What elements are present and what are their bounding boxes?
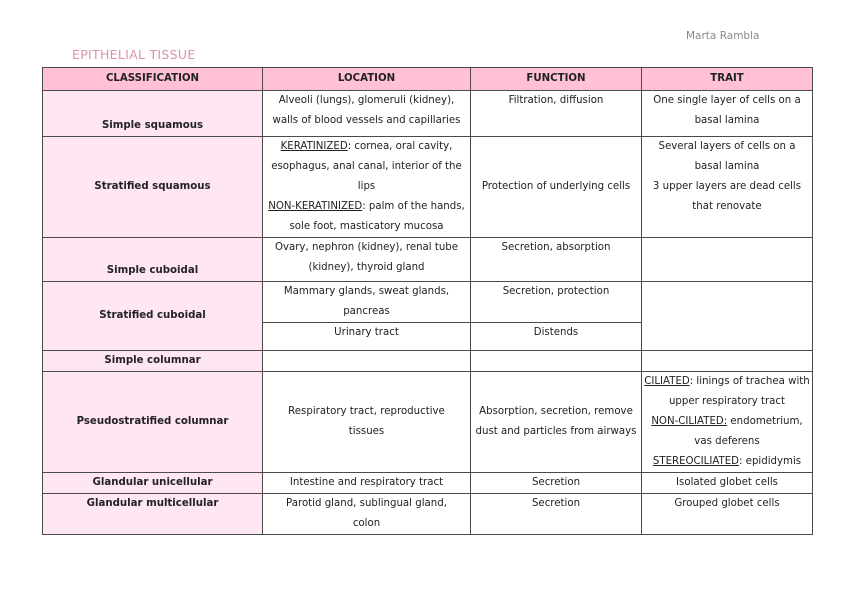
row-function: Absorption, secretion, remove dust and particles from airways	[471, 372, 642, 473]
row-function: Secretion, absorption	[471, 238, 642, 282]
row-location: Mammary glands, sweat glands, pancreas	[263, 282, 471, 323]
row-function: Secretion, protection	[471, 282, 642, 323]
trait-line: 3 upper layers are dead cells that renovate	[652, 181, 802, 212]
trait-line: Several layers of cells on a basal lamina	[658, 141, 796, 172]
non-ciliated-text: endometrium, vas deferens	[694, 416, 803, 447]
header-location: LOCATION	[263, 68, 471, 91]
row-location	[263, 137, 471, 238]
row-location: Alveoli (lungs), glomeruli (kidney), walls of blood vessels and capillaries	[263, 91, 471, 137]
table-row	[43, 494, 813, 535]
non-ciliated-label: NON-CILIATED:	[651, 416, 728, 427]
row-classification: Pseudostratified columnar	[43, 372, 263, 473]
ciliated-text: : linings of trachea with upper respiratory tract	[668, 376, 810, 407]
page-title: EPITHELIAL TISSUE	[72, 47, 196, 62]
row-trait	[642, 137, 813, 238]
row-trait: Isolated globet cells	[642, 473, 813, 494]
row-classification: Stratified cuboidal	[43, 282, 263, 351]
row-function: Secretion	[471, 494, 642, 535]
row-location: Ovary, nephron (kidney), renal tube (kidney), thyroid gland	[263, 238, 471, 282]
row-location: Intestine and respiratory tract	[263, 473, 471, 494]
row-classification: Simple columnar	[43, 351, 263, 372]
header-classification: CLASSIFICATION	[43, 68, 263, 91]
row-trait	[642, 282, 813, 351]
non-keratinized-label: NON-KERATINIZED	[268, 201, 363, 212]
row-classification: Simple cuboidal	[43, 238, 263, 282]
row-trait	[642, 351, 813, 372]
header-row	[43, 68, 813, 91]
epithelial-tissue-table	[42, 67, 813, 535]
table-row	[43, 91, 813, 137]
table-row	[43, 282, 813, 323]
row-classification: Stratified squamous	[43, 137, 263, 238]
row-trait	[642, 238, 813, 282]
row-location: Urinary tract	[263, 323, 471, 351]
row-location: Parotid gland, sublingual gland, colon	[263, 494, 471, 535]
header-trait: TRAIT	[642, 68, 813, 91]
row-location: Respiratory tract, reproductive tissues	[263, 372, 471, 473]
row-trait: One single layer of cells on a basal lamina	[642, 91, 813, 137]
row-classification: Simple squamous	[43, 91, 263, 137]
ciliated-label: CILIATED	[644, 376, 690, 387]
stereociliated-text: : epididymis	[739, 456, 802, 467]
table-row	[43, 351, 813, 372]
table-row	[43, 473, 813, 494]
row-function: Filtration, diffusion	[471, 91, 642, 137]
row-location	[263, 351, 471, 372]
row-classification: Glandular multicellular	[43, 494, 263, 535]
row-trait: Grouped globet cells	[642, 494, 813, 535]
table-row	[43, 238, 813, 282]
keratinized-text: : cornea, oral cavity, esophagus, anal canal, interior of the lips	[271, 141, 462, 192]
keratinized-label: KERATINIZED	[280, 141, 348, 152]
author-name: Marta Rambla	[686, 30, 760, 42]
row-function: Distends	[471, 323, 642, 351]
row-function: Secretion	[471, 473, 642, 494]
row-trait	[642, 372, 813, 473]
table-row	[43, 137, 813, 238]
row-function: Protection of underlying cells	[471, 137, 642, 238]
row-function	[471, 351, 642, 372]
table-row	[43, 372, 813, 473]
stereociliated-label: STEREOCILIATED	[652, 456, 740, 467]
header-function: FUNCTION	[471, 68, 642, 91]
non-keratinized-text: : palm of the hands, sole foot, masticatory mucosa	[289, 201, 465, 232]
row-classification: Glandular unicellular	[43, 473, 263, 494]
